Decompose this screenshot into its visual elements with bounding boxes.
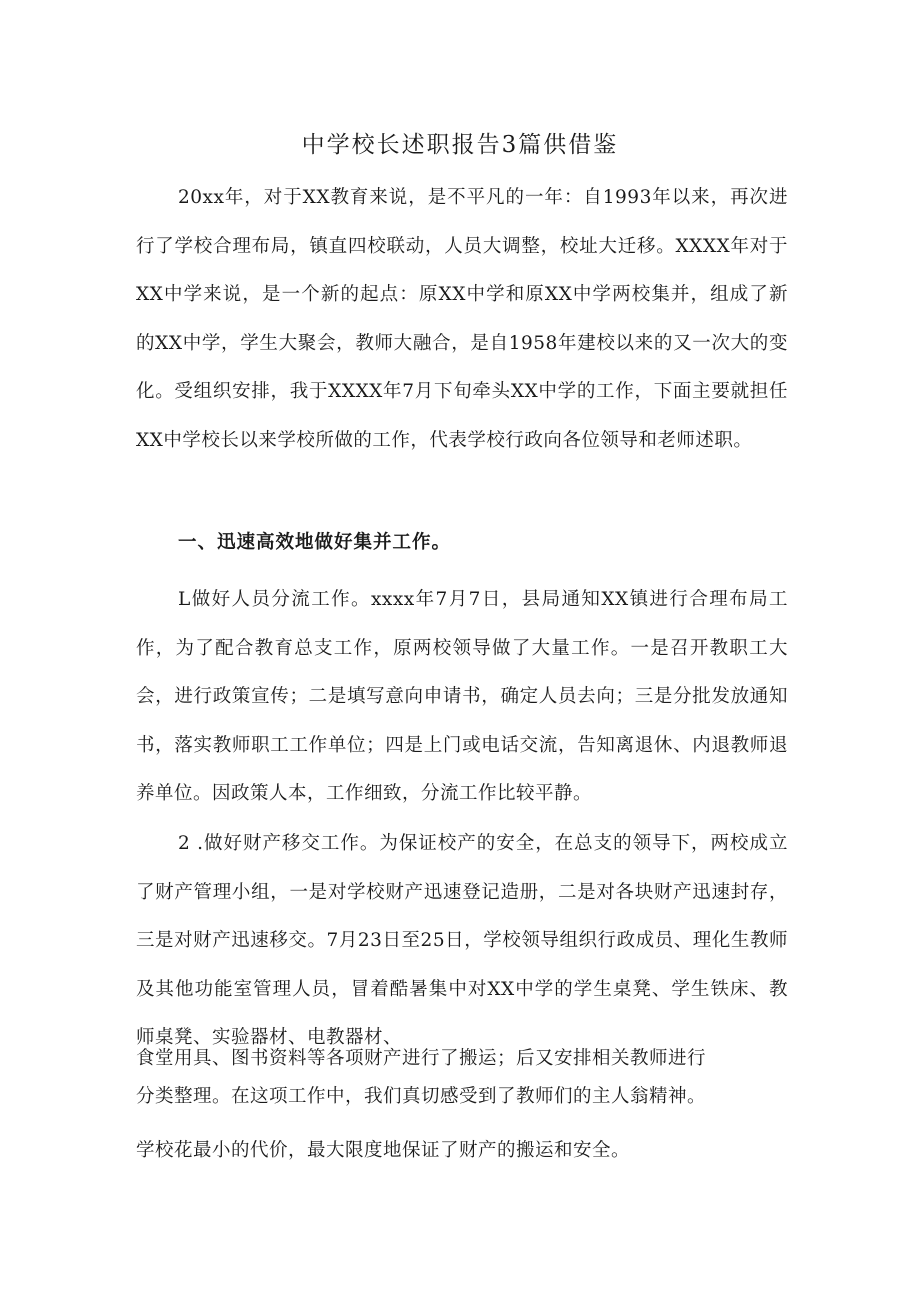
intro-paragraph: 20xx年，对于XX教育来说，是不平凡的一年：自1993年以来，再次进行了学校合理布局，镇直四校联动，人员大调整，校址大迁移。XXXX年对于XX中学来说，是一个新的起点：原XX中学和原XX中学两校集并，组成了新的XX中学，学生大聚会，教师大融合，是自1958年建校以来的又一次大的变化。受组织安排，我于XXXX年7月下旬牵头XX中学的工作，下面主要就担任XX中学校长以来学校所做的工作，代表学校行政向各位领导和老师述职。 (136, 187, 788, 451)
item-1-paragraph: L做好人员分流工作。xxxx年7月7日，县局通知XX镇进行合理布局工作，为了配合教育总支工作，原两校领导做了大量工作。一是召开教职工大会，进行政策宣传；二是填写意向申请书，确定人员去向；三是分批发放通知书，落实教师职工工作单位；四是上门或电话交流，告知离退休、内退教师退养单位。因政策人本，工作细致，分流工作比较平静。 (136, 589, 788, 804)
item-2-paragraph: 2 .做好财产移交工作。为保证校产的安全，在总支的领导下，两校成立了财产管理小组，一是对学校财产迅速登记造册，二是对各块财产迅速封存，三是对财产迅速移交。7月23日至25日，学校领导组织行政成员、理化生教师及其他功能室管理人员，冒着酷暑集中对XX中学的学生桌凳、学生铁床、教师桌凳、实验器材、电教器材、 (136, 833, 788, 1048)
section-heading: 一、迅速高效地做好集并工作。 (178, 532, 452, 553)
text-line: 食堂用具、图书资料等各项财产进行了搬运；后又安排相关教师进行 (136, 1048, 707, 1069)
document-title: 中学校长述职报告3篇供借鉴 (301, 132, 619, 158)
text-line: 分类整理。在这项工作中，我们真切感受到了教师们的主人翁精神。 (136, 1086, 707, 1107)
text-line: 学校花最小的代价，最大限度地保证了财产的搬运和安全。 (136, 1140, 631, 1161)
